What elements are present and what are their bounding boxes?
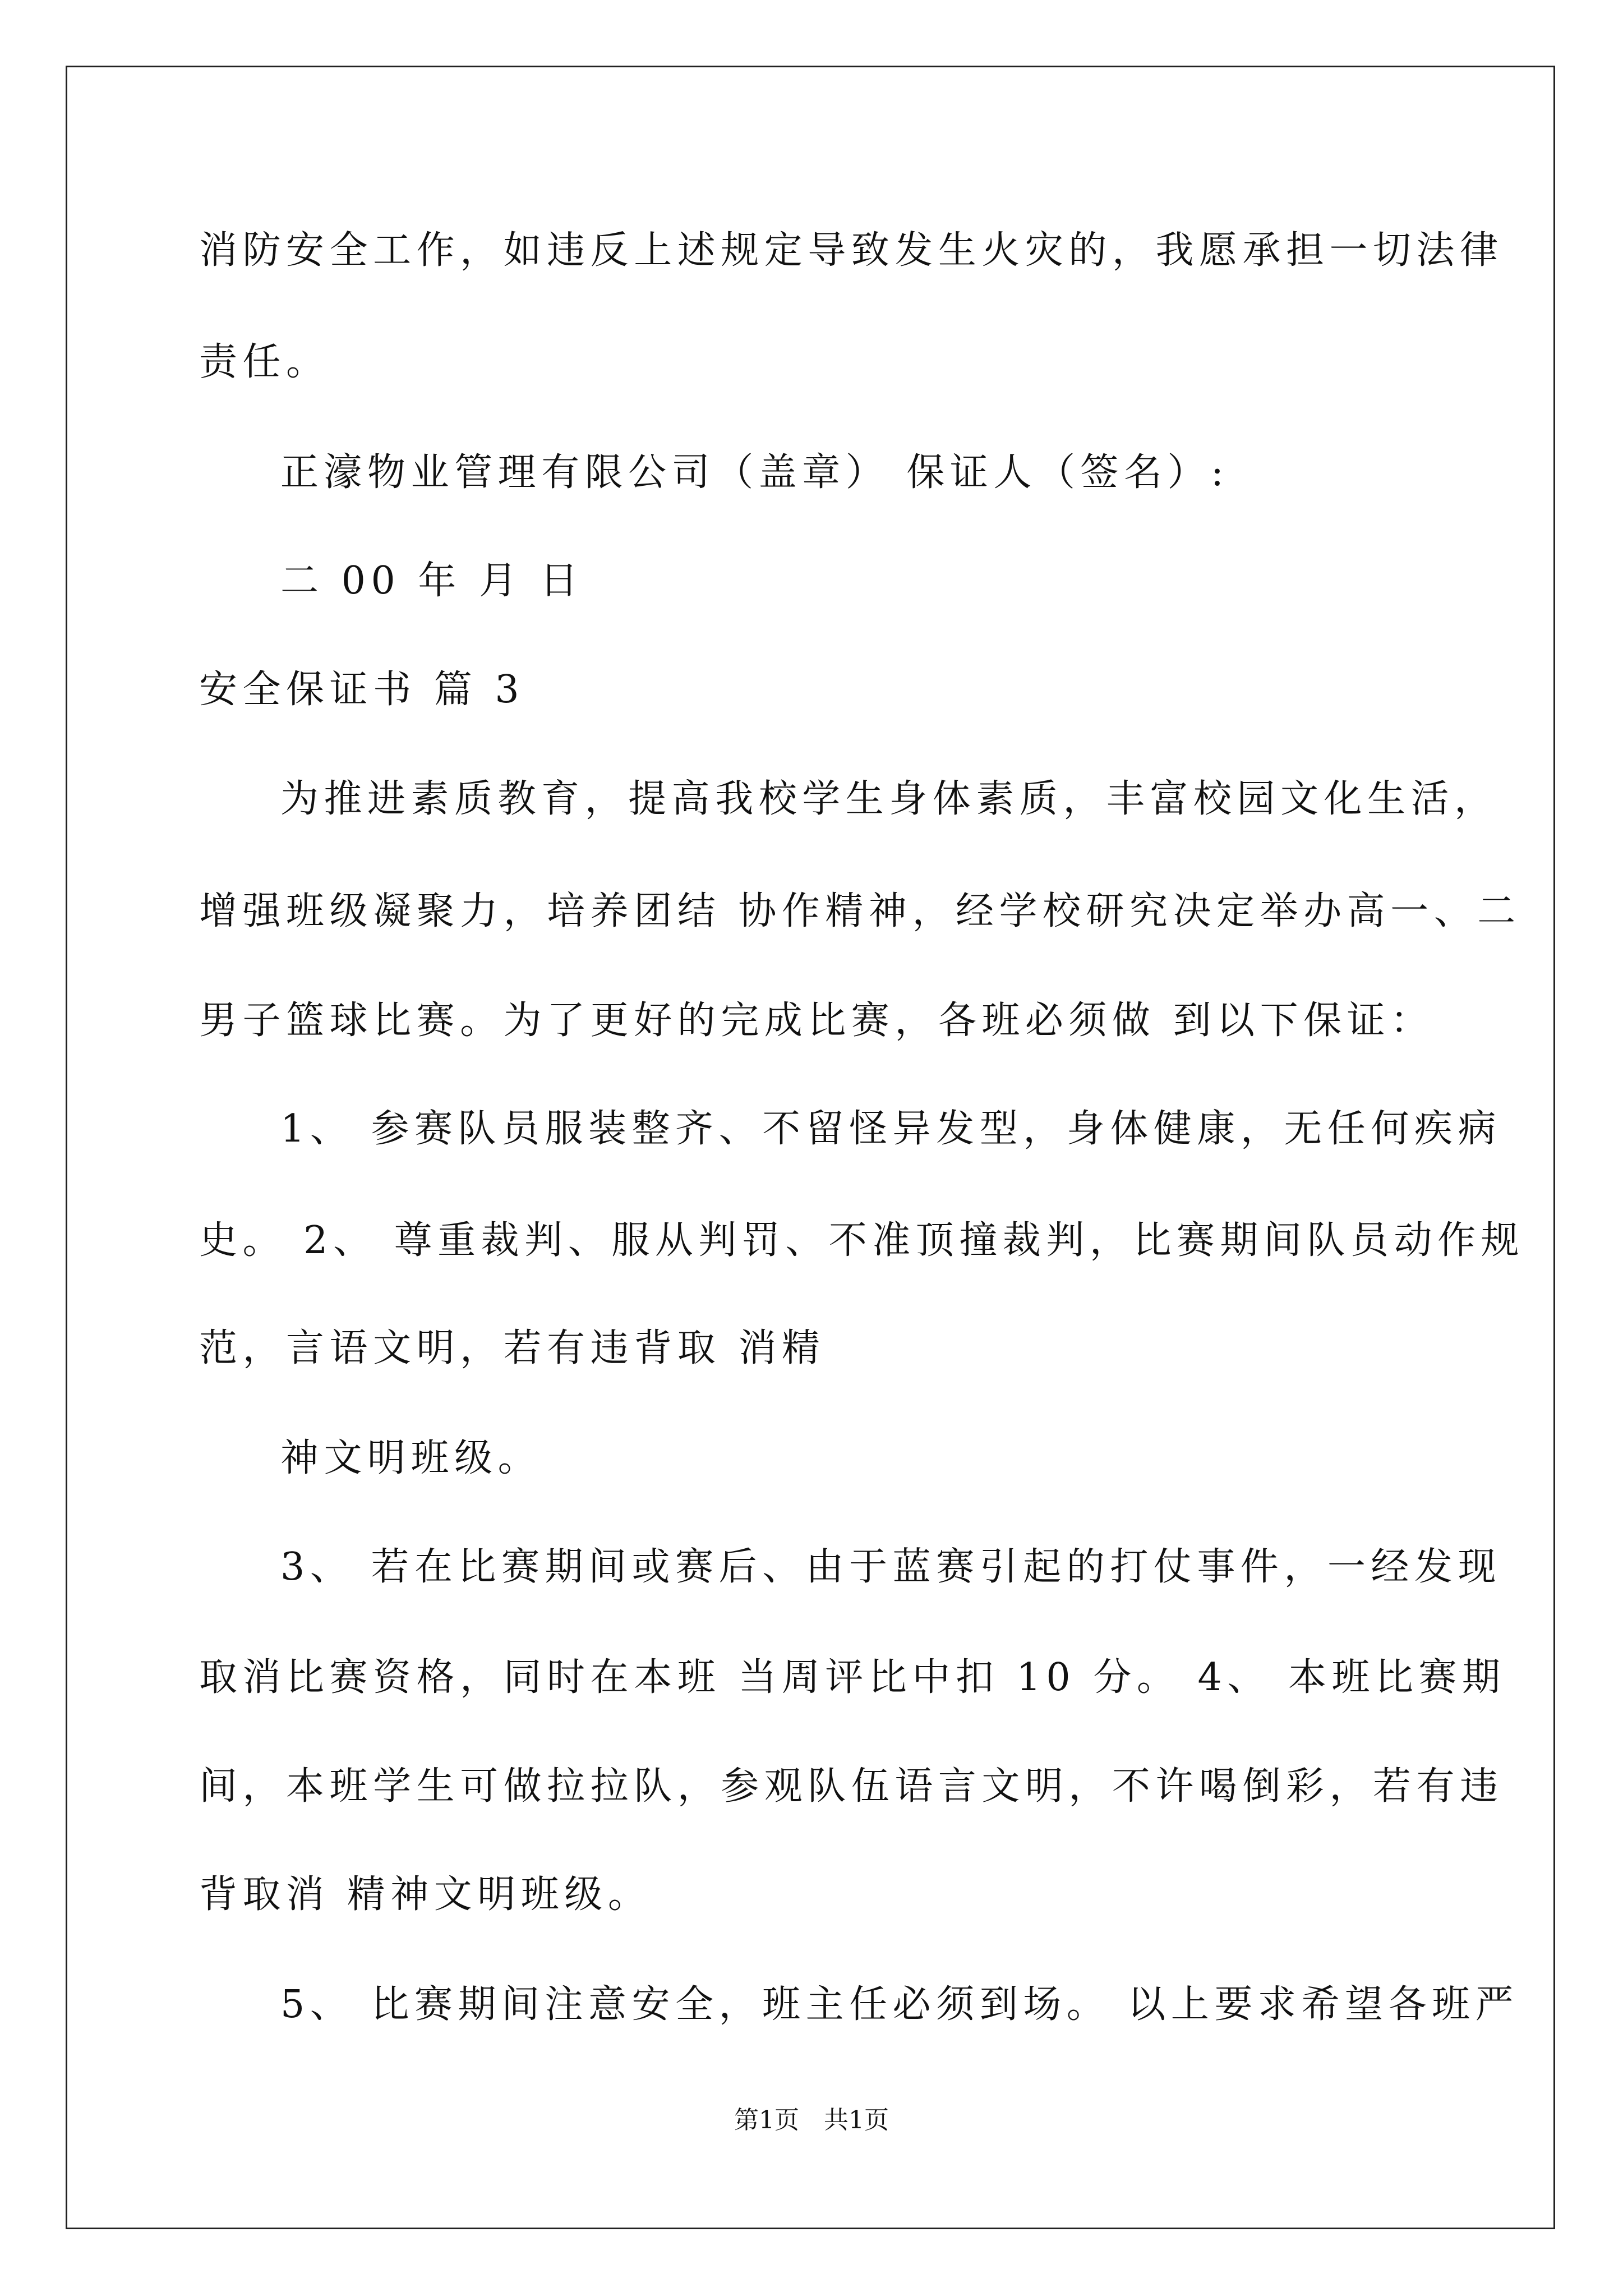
- body-line-14: 取消比赛资格，同时在本班 当周评比中扣 10 分。 4、 本班比赛期: [199, 1655, 1506, 1700]
- body-line-7: 增强班级凝聚力，培养团结 协作精神，经学校研究决定举办高一、二: [199, 889, 1521, 933]
- body-line-11: 范，言语文明，若有违背取 消精: [199, 1326, 826, 1370]
- body-line-1: 消防安全工作，如违反上述规定导致发生火灾的，我愿承担一切法律: [199, 228, 1504, 273]
- body-line-16: 背取消 精神文明班级。: [199, 1872, 652, 1917]
- date-line: 二 00 年 月 日: [280, 559, 584, 603]
- body-line-9: 1、 参赛队员服装整齐、不留怪异发型，身体健康，无任何疾病: [280, 1107, 1501, 1151]
- body-line-2: 责任。: [199, 340, 330, 384]
- signature-line: 正濠物业管理有限公司（盖章） 保证人（签名）:: [280, 450, 1229, 495]
- body-line-8: 男子篮球比赛。为了更好的完成比赛，各班必须做 到以下保证：: [199, 999, 1434, 1043]
- body-line-17: 5、 比赛期间注意安全，班主任必须到场。 以上要求希望各班严: [280, 1982, 1519, 2027]
- body-line-15: 间，本班学生可做拉拉队，参观队伍语言文明，不许喝倒彩，若有违: [199, 1764, 1504, 1809]
- body-line-12: 神文明班级。: [280, 1436, 542, 1480]
- body-line-10: 史。 2、 尊重裁判、服从判罚、不准顶撞裁判，比赛期间队员动作规: [199, 1218, 1525, 1263]
- page-number: 第1页 共1页: [734, 2106, 889, 2134]
- section-title: 安全保证书 篇 3: [199, 668, 525, 712]
- body-line-13: 3、 若在比赛期间或赛后、由于蓝赛引起的打仗事件，一经发现: [280, 1545, 1501, 1589]
- body-line-6: 为推进素质教育，提高我校学生身体素质，丰富校园文化生活，: [280, 777, 1498, 821]
